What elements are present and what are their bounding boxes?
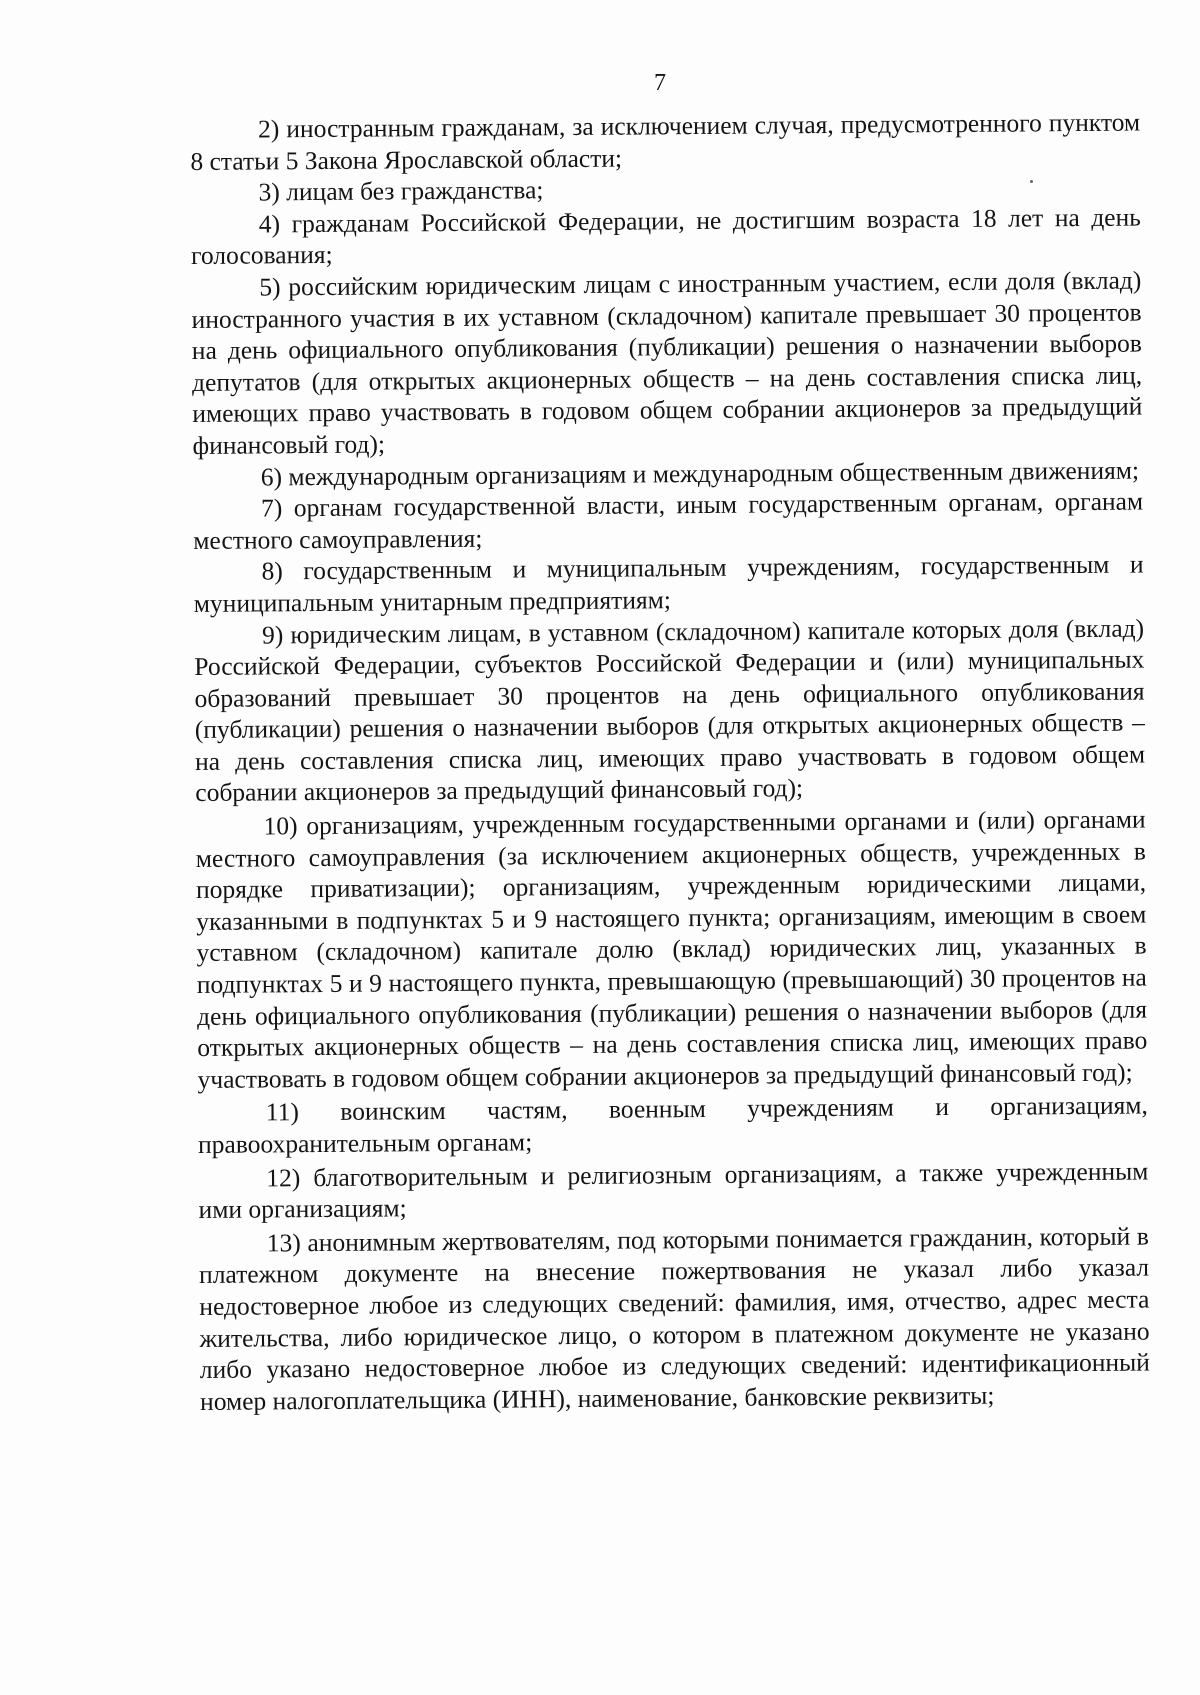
list-item-7: 7) органам государственной власти, иным государственным органам, органам местного самоуправления;: [193, 486, 1144, 555]
list-item-3: 3) лицам без гражданства;: [258, 175, 544, 207]
page-number: 7: [654, 70, 666, 96]
document-body: [190, 107, 1150, 1418]
list-item-13: 13) анонимным жертвователям, под которыми понимается гражданин, который в платежном документе на внесение пожертвования не указал либо указал недостоверное любое из следующих сведений: фамилия, имя, отчество, адрес места жительства, либо юридическое лицо, о котором в платежном документе не указано либо указано недостоверное любое из следующих сведений: идентификационный номер налогоплательщика (ИНН), наименование, банковские реквизиты;: [199, 1221, 1150, 1416]
list-item-5: 5) российским юридическим лицам с иностранным участием, если доля (вклад) иностранного участия в их уставном (складочном) капитале превышает 30 процентов на день официального опубликования (публикации) решения о назначении выборов депутатов (для открытых акционерных обществ – на день составления списка лиц, имеющих право участвовать в годовом общем собрании акционеров за предыдущий финансовый год);: [191, 265, 1143, 460]
list-item-9: 9) юридическим лицам, в уставном (складочном) капитале которых доля (вклад) Российской Федерации, субъектов Российской Федерации и (или) муниципальных образований превышает 30 процентов на день официального опубликования (публикации) решения о назначении выборов (для открытых акционерных обществ – на день составления списка лиц, имеющих право участвовать в годовом общем собрании акционеров за предыдущий финансовый год);: [194, 613, 1146, 808]
list-item-11: 11) воинским частям, военным учреждениям и организациям, правоохранительным органам;: [197, 1090, 1148, 1159]
list-item-10: 10) организациям, учрежденным государственными органами и (или) органами местного самоуправления (за исключением акционерных обществ, учрежденных в порядке приватизации); организациям, учрежденным юридическими лицами, указанными в подпунктах 5 и 9 настоящего пункта; организациям, имеющим в своем уставном (складочном) капитале долю (вклад) юридических лиц, указанных в подпунктах 5 и 9 настоящего пункта, превышающую (превышающий) 30 процентов на день официального опубликования (публикации) решения о назначении выборов (для открытых акционерных обществ – на день составления списка лиц, имеющих право участвовать в годовом общем собрании акционеров за предыдущий финансовый год);: [195, 804, 1148, 1094]
list-item-2: 2) иностранным гражданам, за исключением случая, предусмотренного пунктом 8 статьи 5 Закона Ярославской области;: [190, 107, 1141, 176]
list-item-8: 8) государственным и муниципальным учреждениям, государственным и муниципальным унитарным предприятиям;: [193, 549, 1144, 618]
list-item-12: 12) благотворительным и религиозным организациям, а также учрежденным ими организациям;: [198, 1156, 1149, 1225]
list-item-4: 4) гражданам Российской Федерации, не достигшим возраста 18 лет на день голосования;: [191, 202, 1141, 271]
list-item-6: 6) международным организациям и международным общественным движениям;: [260, 455, 1140, 491]
